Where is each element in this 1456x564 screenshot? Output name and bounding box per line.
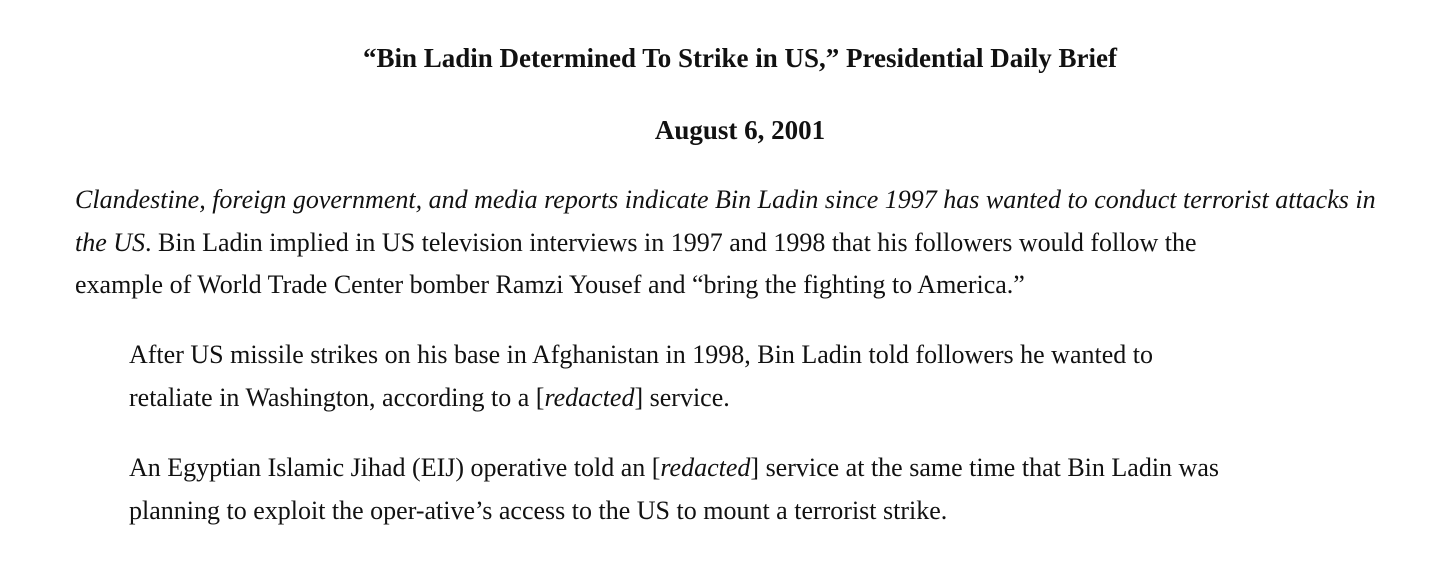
paragraph-3-line-2: planning to exploit the oper-ative’s access to the US to mount a terrorist strike. <box>129 496 948 525</box>
paragraph-1-text: . Bin Ladin implied in US television interviews in 1997 and 1998 that his followers would follow the <box>145 228 1197 257</box>
paragraph-2-text-after: ] service. <box>634 383 730 412</box>
paragraph-1-line-2 <box>75 225 1197 261</box>
document-title: “Bin Ladin Determined To Strike in US,” Presidential Daily Brief <box>362 43 1118 73</box>
paragraph-2-line-1: After US missile strikes on his base in Afghanistan in 1998, Bin Ladin told followers he wanted to <box>129 340 1153 369</box>
redacted-label: redacted <box>660 453 751 482</box>
paragraph-1-italic-text: Clandestine, foreign government, and media reports indicate Bin Ladin since 1997 has wanted to conduct terrorist attacks in <box>75 185 1376 214</box>
paragraph-3-text-before: An Egyptian Islamic Jihad (EIJ) operative told an [ <box>129 453 661 482</box>
paragraph-2-line-2 <box>129 380 730 416</box>
redacted-label: redacted <box>544 383 635 412</box>
paragraph-1-italic-text-end: the US <box>75 228 146 257</box>
paragraph-2-text-before: retaliate in Washington, according to a [ <box>129 383 545 412</box>
document-date: August 6, 2001 <box>654 115 826 145</box>
paragraph-1-line-1 <box>75 182 1376 218</box>
paragraph-3-line-1 <box>129 450 1219 486</box>
paragraph-1-line-3: example of World Trade Center bomber Ramzi Yousef and “bring the fighting to America.” <box>75 270 1025 299</box>
paragraph-3-text-after: ] service at the same time that Bin Ladin was <box>750 453 1219 482</box>
